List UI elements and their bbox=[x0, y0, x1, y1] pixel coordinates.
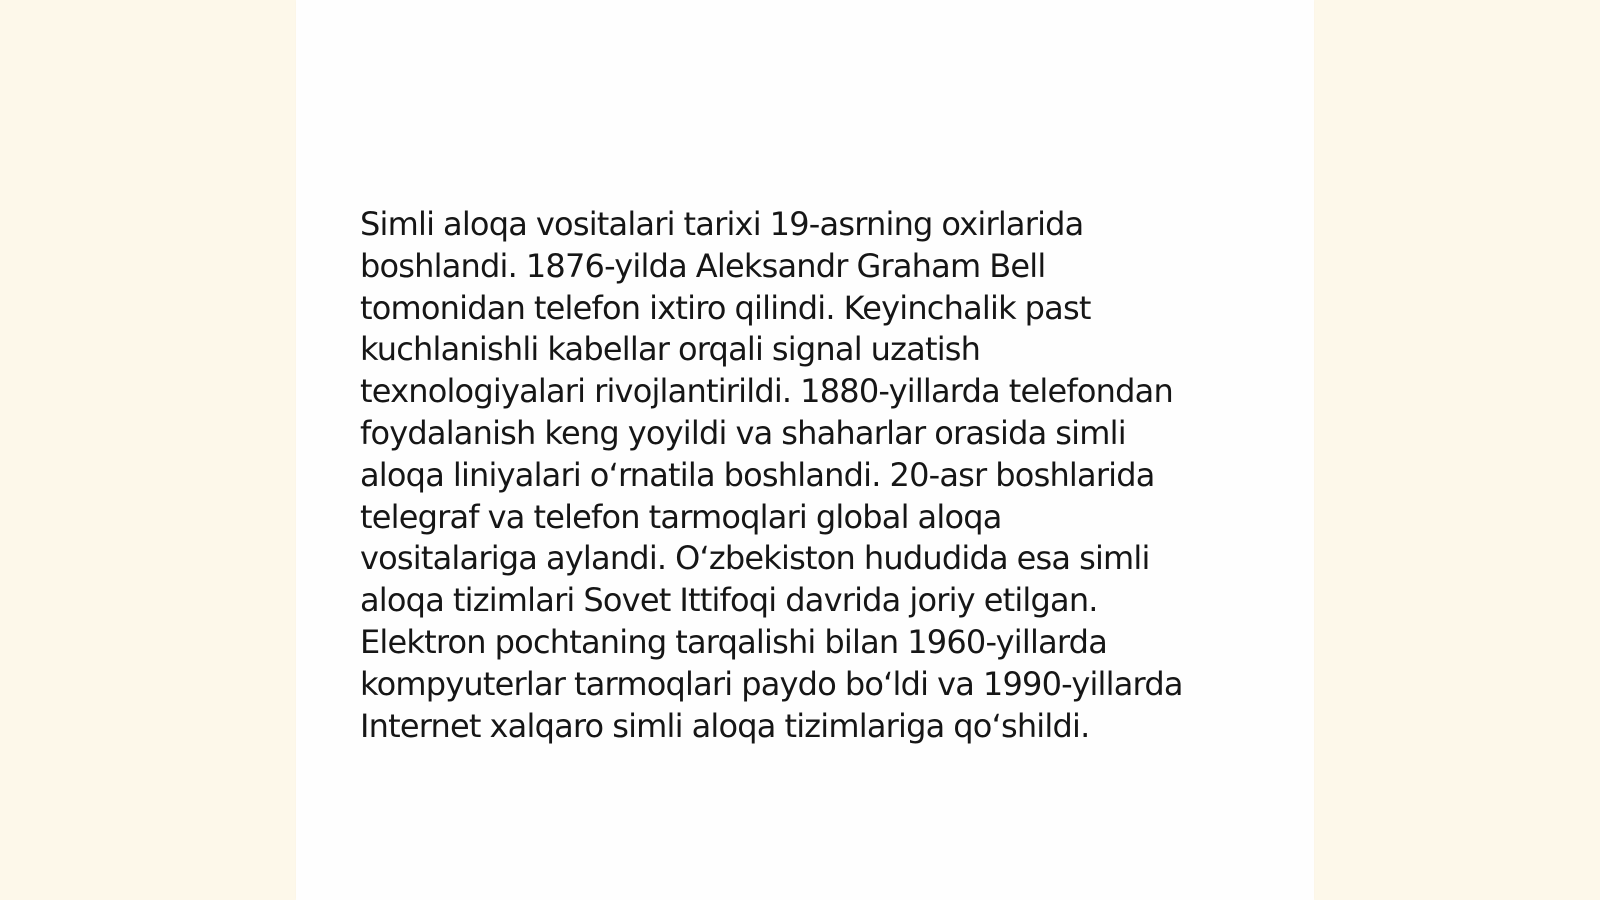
paragraph-line: aloqa tizimlari Sovet Ittifoqi davrida joriy etilgan. bbox=[360, 581, 1098, 620]
paragraph-line: vositalariga aylandi. O‘zbekiston hududida esa simli bbox=[360, 539, 1150, 578]
paragraph-line: telegraf va telefon tarmoqlari global aloqa bbox=[360, 497, 1002, 536]
paragraph-line: tomonidan telefon ixtiro qilindi. Keyinchalik past bbox=[360, 288, 1091, 327]
paragraph-line: kompyuterlar tarmoqlari paydo bo‘ldi va 1990-yillarda bbox=[360, 664, 1183, 703]
paragraph-line: foydalanish keng yoyildi va shaharlar orasida simli bbox=[360, 413, 1126, 452]
paragraph-line: boshlandi. 1876-yilda Aleksandr Graham Bell bbox=[360, 246, 1046, 285]
paragraph-line: aloqa liniyalari o‘rnatila boshlandi. 20-asr boshlarida bbox=[360, 455, 1155, 494]
paragraph-line: texnologiyalari rivojlantirildi. 1880-yillarda telefondan bbox=[360, 372, 1173, 411]
body-paragraph bbox=[360, 204, 1260, 747]
paragraph-line: Elektron pochtaning tarqalishi bilan 1960-yillarda bbox=[360, 622, 1108, 661]
paragraph-line: Simli aloqa vositalari tarixi 19-asrning oxirlarida bbox=[360, 205, 1084, 243]
paragraph-line: Internet xalqaro simli aloqa tizimlariga qo‘shildi. bbox=[360, 706, 1090, 745]
paragraph-line: kuchlanishli kabellar orqali signal uzatish bbox=[360, 330, 981, 369]
